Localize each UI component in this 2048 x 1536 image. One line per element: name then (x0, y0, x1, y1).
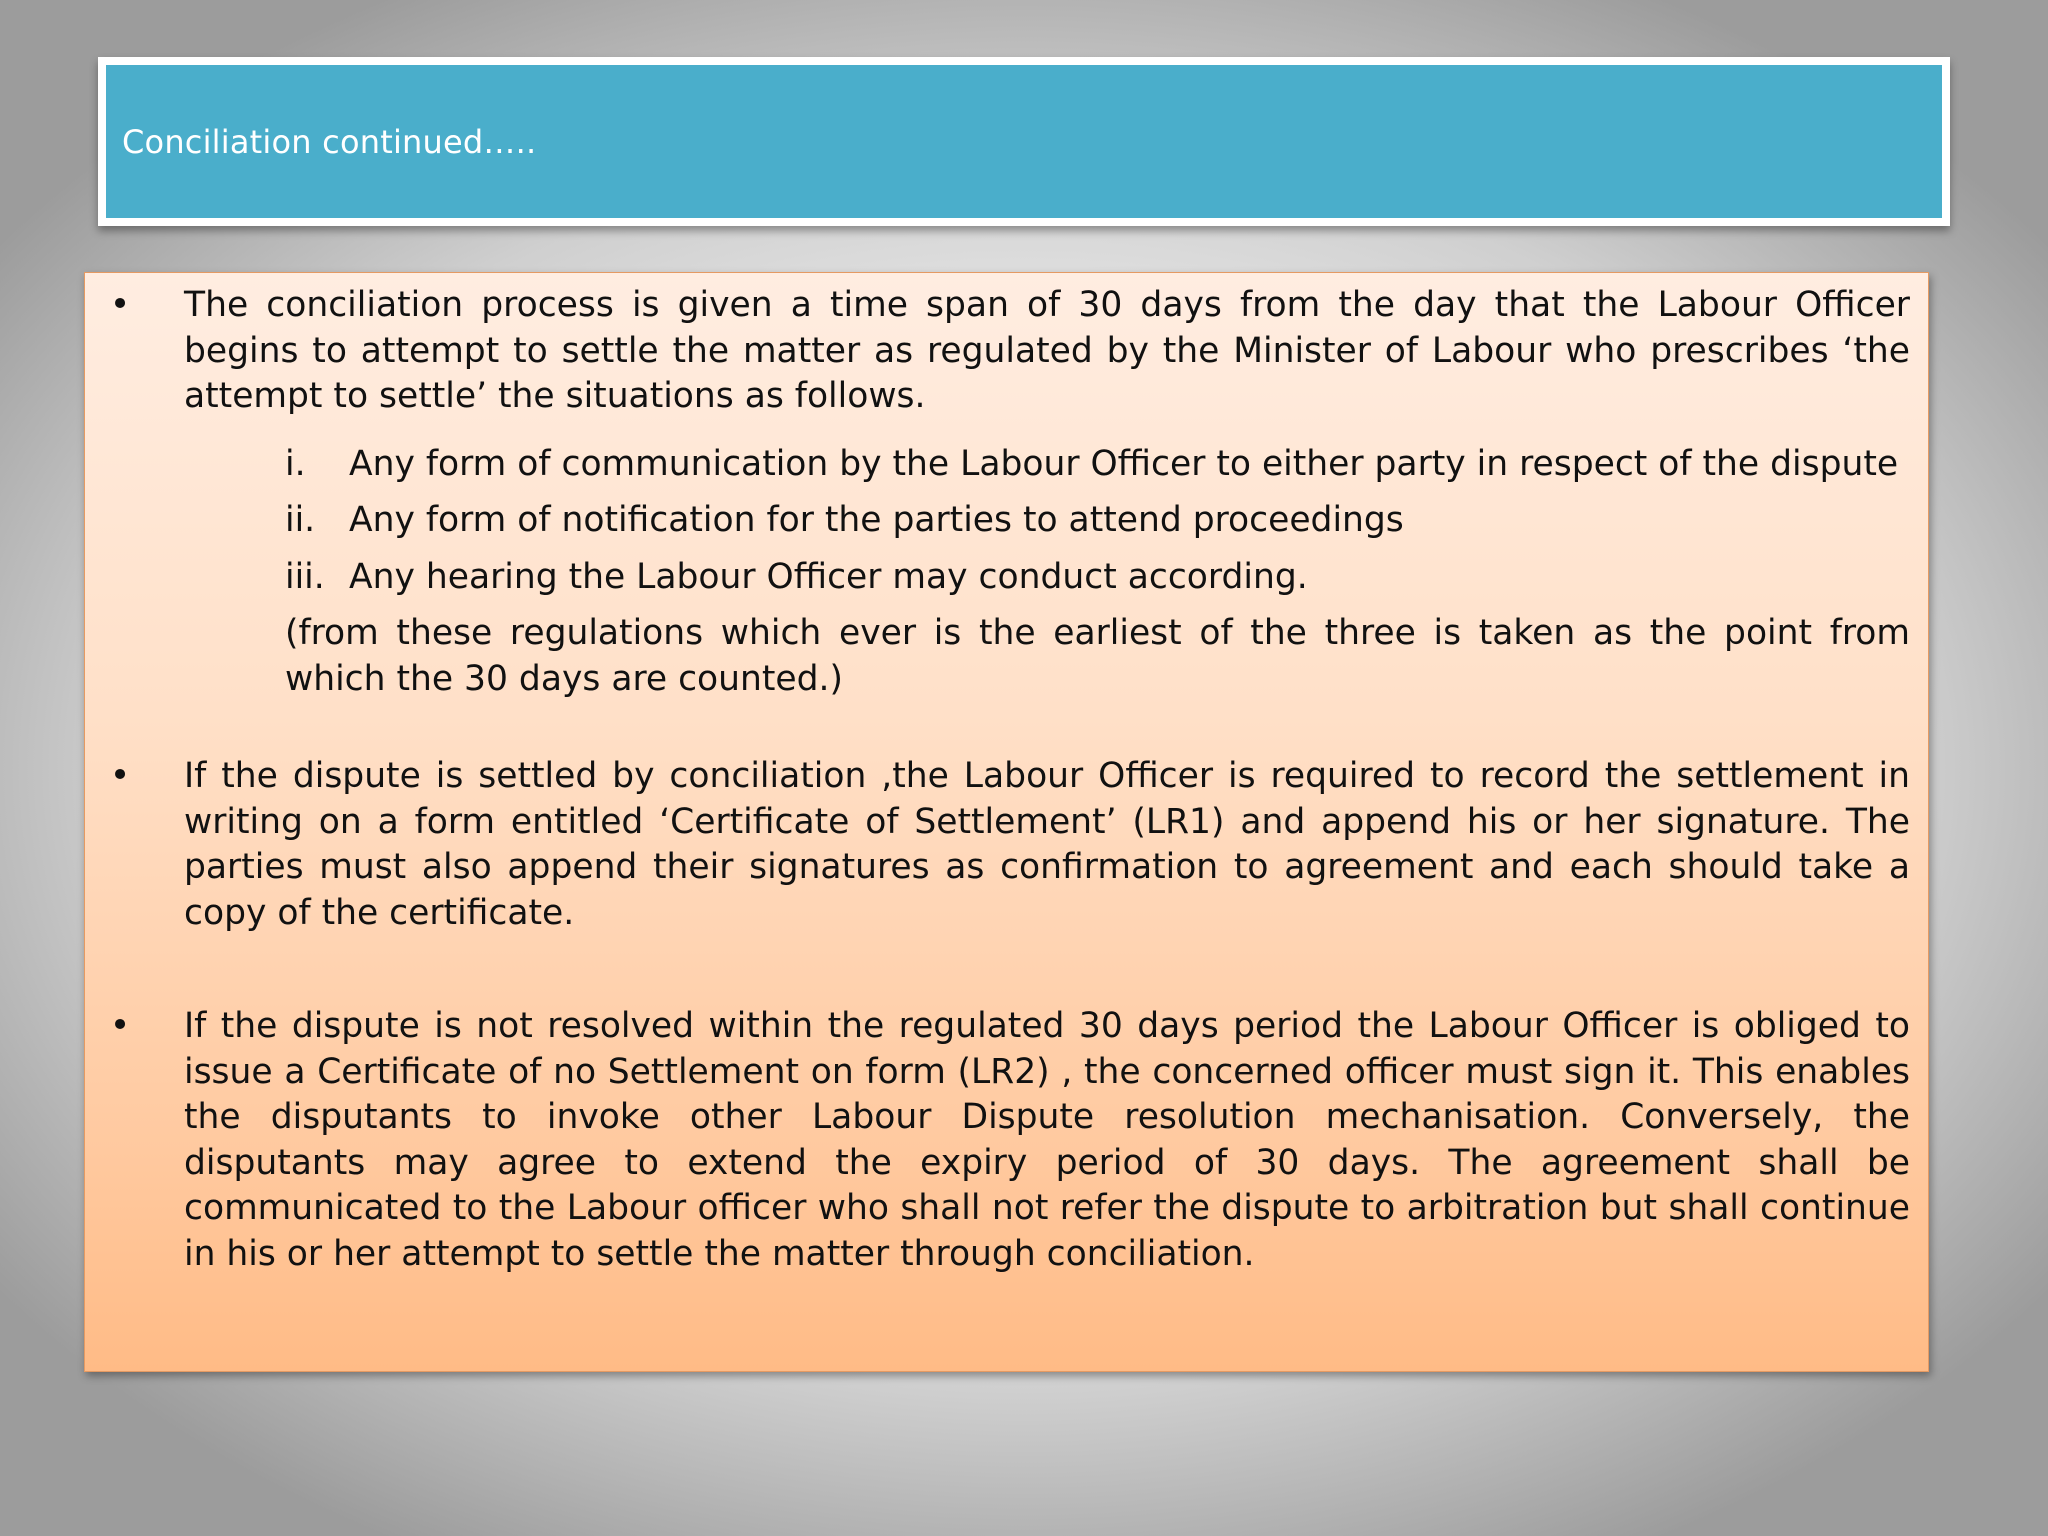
list-item (285, 498, 1910, 544)
attempt-to-settle-list (85, 442, 1930, 703)
bullet-text: The conciliation process is given a time span of 30 days from the day that the Labour Officer begins to attempt to settle the matter as regulated by the Minister of Labour who prescribes ‘the attempt to settle’ the situations as follows. (184, 285, 1910, 416)
title-frame (98, 57, 1950, 226)
regulation-note: (from these regulations which ever is the earliest of the three is taken as the point from which the 30 days are counted.) (285, 613, 1910, 699)
bullet-icon: • (109, 1006, 131, 1046)
list-item-text: Any hearing the Labour Officer may conduct according. (349, 556, 1308, 597)
bullet-item-conciliation-timespan (85, 283, 1930, 420)
bullet-icon: • (109, 285, 131, 325)
bullet-text: If the dispute is not resolved within the regulated 30 days period the Labour Officer is obliged to issue a Certificate of no Settlement on form (LR2) , the concerned officer must sign it. This enables the disputants to invoke other Labour Dispute resolution mechanisation. Conversely, the disputants may agree to extend the expiry period of 30 days. The agreement shall be communicated to the Labour officer who shall not refer the dispute to arbitration but shall continue in his or her attempt to settle the matter through conciliation. (184, 1006, 1910, 1274)
content-body (85, 283, 1930, 1277)
list-item-text: Any form of notification for the parties to attend proceedings (349, 500, 1404, 540)
title-bar (106, 65, 1942, 218)
bullet-text: If the dispute is settled by conciliation ,the Labour Officer is required to record the settlement in writing on a form entitled ‘Certificate of Settlement’ (LR1) and append his or her signature. The parties must also append their signatures as confirmation to agreement and each should take a copy of the certificate. (184, 756, 1910, 933)
bullet-item-settlement-certificate (85, 754, 1930, 936)
bullet-icon: • (109, 756, 131, 796)
list-item-number: iii. (285, 556, 325, 597)
bullet-item-no-settlement (85, 1004, 1930, 1277)
list-item (285, 555, 1910, 601)
spacer (85, 936, 1930, 1004)
list-item-text: Any form of communication by the Labour Officer to either party in respect of the dispute (349, 443, 1899, 484)
list-item-number: i. (285, 443, 306, 484)
slide-title: Conciliation continued….. (122, 122, 537, 161)
content-box (84, 272, 1929, 1372)
list-item-number: ii. (285, 500, 316, 540)
list-item (285, 442, 1910, 488)
spacer (85, 702, 1930, 754)
